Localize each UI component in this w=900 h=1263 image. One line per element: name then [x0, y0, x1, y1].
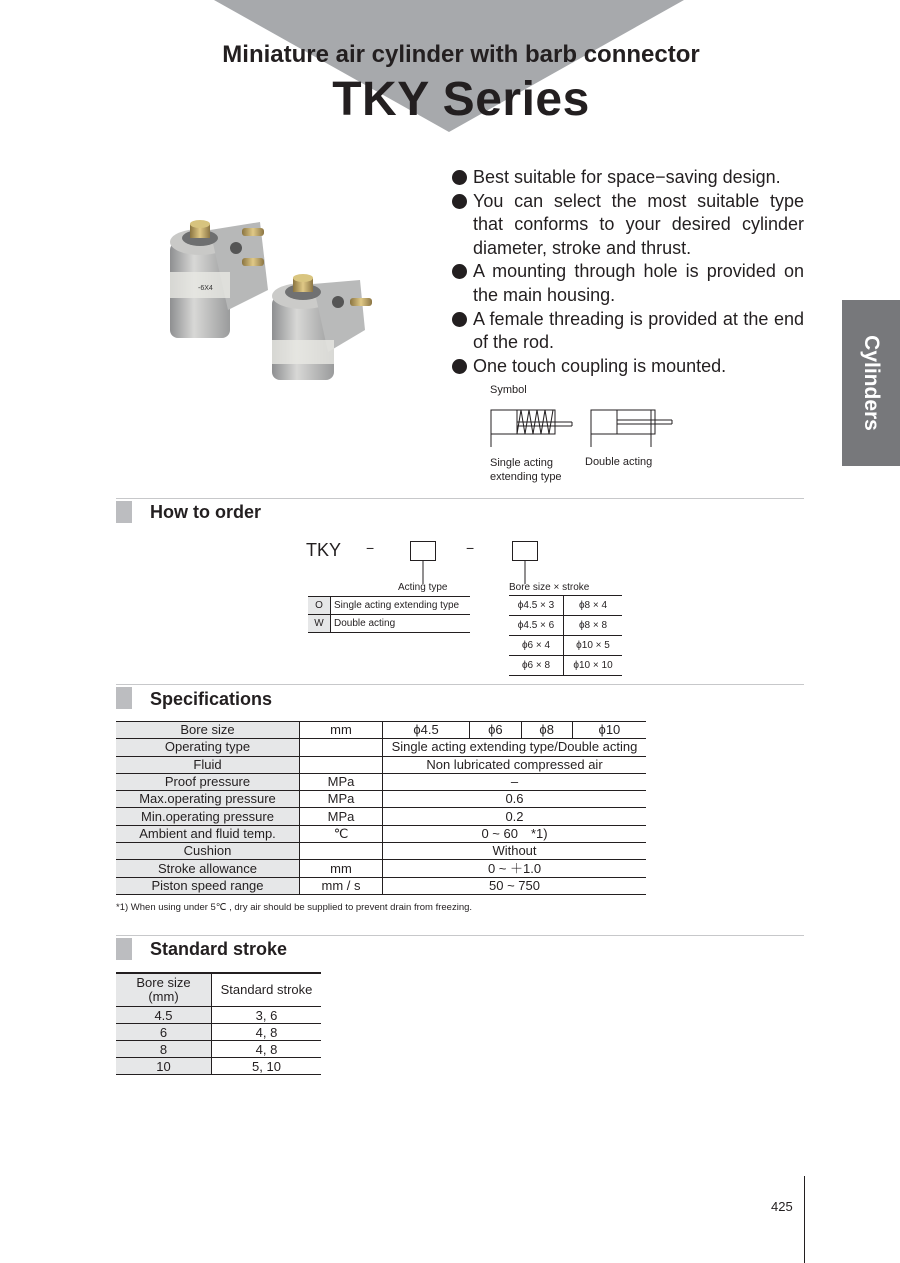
- section-title-spec: Specifications: [150, 689, 273, 709]
- order-dash: −: [366, 540, 375, 556]
- acting-type-table: [308, 596, 470, 633]
- table-row: Stroke allowance mm 0 ~ ＋1.0: [116, 860, 646, 877]
- bullet-icon: [452, 359, 467, 374]
- table-row: 6 4, 8: [116, 1024, 321, 1041]
- section-title-order: How to order: [150, 502, 261, 522]
- feature-item: Best suitable for space−saving design.: [452, 166, 804, 190]
- product-label-text: -6X4: [198, 285, 213, 292]
- bullet-icon: [452, 170, 467, 185]
- page-title: TKY Series: [332, 73, 590, 126]
- specifications-table: [116, 721, 646, 895]
- table-row: Operating type Single acting extending type/Double acting: [116, 739, 646, 756]
- category-tab[interactable]: [842, 300, 900, 466]
- table-row: Max.operating pressure MPa 0.6: [116, 791, 646, 808]
- table-row: 10 5, 10: [116, 1058, 321, 1075]
- bore-stroke-code-box: [512, 541, 538, 561]
- single-acting-symbol-label: Single acting extending type: [490, 457, 562, 483]
- section-marker: [116, 501, 132, 523]
- table-row: Piston speed range mm / s 50 ~ 750: [116, 877, 646, 894]
- spec-footnote: *1) When using under 5℃ , dry air should be supplied to prevent drain from freezing.: [116, 902, 473, 913]
- bore-stroke-heading: Bore size × stroke: [509, 582, 590, 593]
- feature-item: You can select the most suitable type that conforms to your desired cylinder diameter, stroke and thrust.: [452, 190, 804, 261]
- section-divider: [116, 498, 804, 499]
- table-row: Ambient and fluid temp. ℃ 0 ~ 60 *1): [116, 825, 646, 842]
- section-marker: [116, 687, 132, 709]
- section-divider: [116, 684, 804, 685]
- feature-item: One touch coupling is mounted.: [452, 355, 804, 379]
- product-photo: [150, 200, 380, 390]
- order-prefix: TKY: [306, 540, 342, 560]
- feature-list: [452, 166, 804, 378]
- table-row: ϕ6 × 8 ϕ10 × 10: [509, 656, 622, 676]
- page-subtitle: Miniature air cylinder with barb connector: [222, 41, 700, 68]
- section-divider: [116, 935, 804, 936]
- double-acting-symbol-label: Double acting: [585, 456, 653, 468]
- standard-stroke-table: [116, 972, 321, 1075]
- table-row: W Double acting: [308, 615, 470, 633]
- table-row: 8 4, 8: [116, 1041, 321, 1058]
- acting-type-heading: Acting type: [398, 582, 448, 593]
- feature-item: A female threading is provided at the end of the rod.: [452, 308, 804, 355]
- table-row: Fluid Non lubricated compressed air: [116, 756, 646, 773]
- table-row: 4.5 3, 6: [116, 1007, 321, 1024]
- feature-item: A mounting through hole is provided on the main housing.: [452, 260, 804, 307]
- section-title-stroke: Standard stroke: [150, 939, 288, 959]
- table-row: Cushion Without: [116, 843, 646, 860]
- table-row: ϕ4.5 × 3 ϕ8 × 4: [509, 596, 622, 616]
- table-header-row: Bore size mm ϕ4.5 ϕ6 ϕ8 ϕ10: [116, 722, 646, 739]
- table-header-row: Bore size (mm) Standard stroke: [116, 973, 321, 1007]
- table-row: Proof pressure MPa –: [116, 773, 646, 790]
- page-number: 425: [771, 1199, 793, 1214]
- table-row: ϕ4.5 × 6 ϕ8 × 8: [509, 616, 622, 636]
- table-row: ϕ6 × 4 ϕ10 × 5: [509, 636, 622, 656]
- section-marker: [116, 938, 132, 960]
- category-tab-label: Cylinders: [860, 335, 883, 431]
- bullet-icon: [452, 264, 467, 279]
- bullet-icon: [452, 194, 467, 209]
- table-row: O Single acting extending type: [308, 597, 470, 615]
- bullet-icon: [452, 312, 467, 327]
- order-dash: −: [466, 540, 475, 556]
- symbol-title: Symbol: [490, 384, 527, 396]
- cylinder-symbol-diagram: [488, 403, 678, 453]
- acting-type-code-box: [410, 541, 436, 561]
- page-margin-line: [804, 1176, 805, 1263]
- bore-stroke-table: [509, 595, 622, 676]
- table-row: Min.operating pressure MPa 0.2: [116, 808, 646, 825]
